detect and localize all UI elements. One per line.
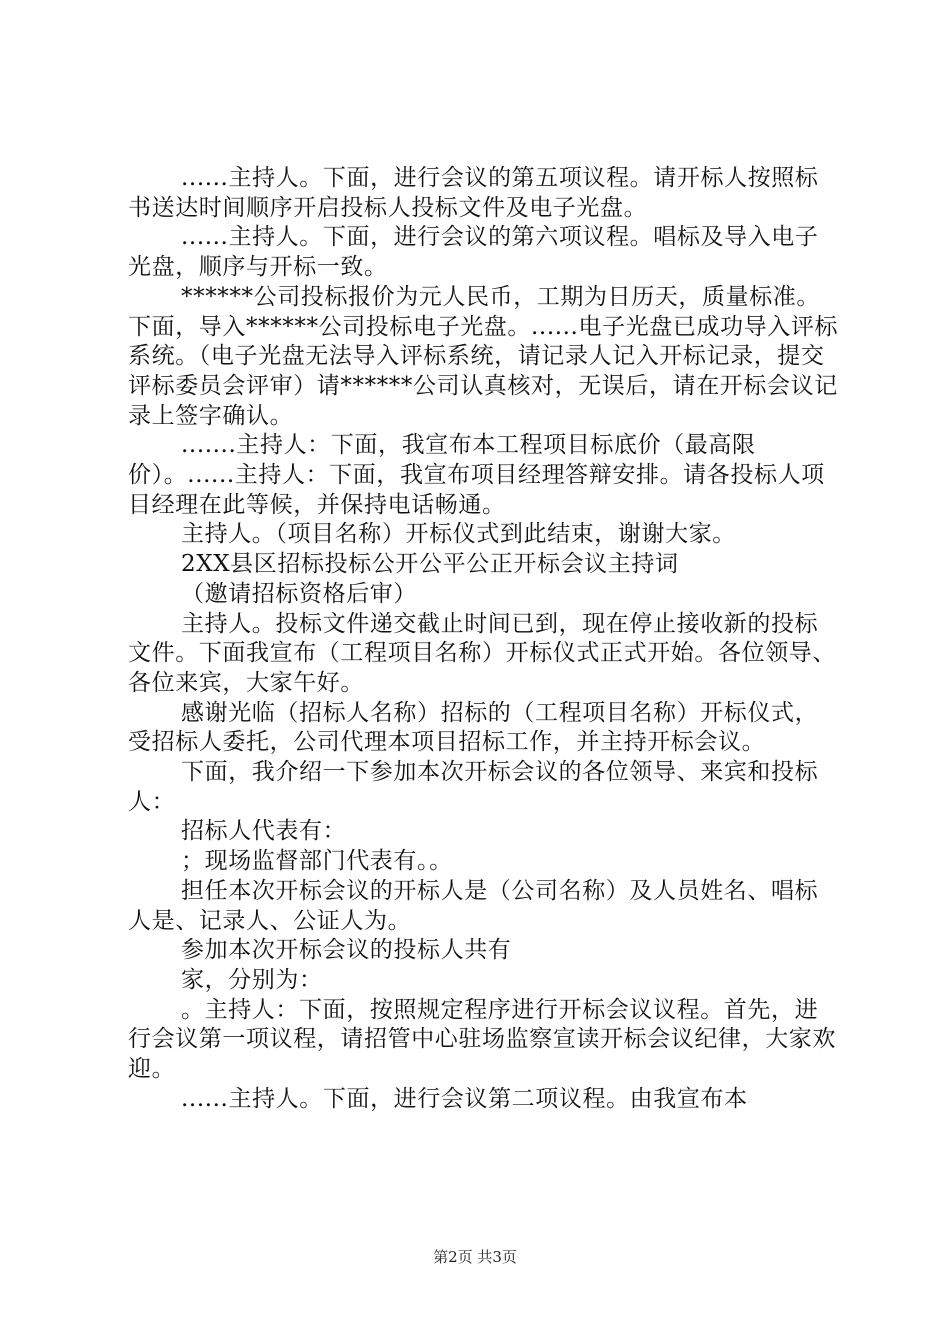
paragraph-agenda-5: ......主持人。下面，进行会议的第五项议程。请开标人按照标书送达时间顺序开启投标人投标文件及电子光盘。 [128,165,819,221]
paragraph-bidder-count: 参加本次开标会议的投标人共有 [181,937,512,964]
paragraph-closing: 主持人。（项目名称）开标仪式到此结束，谢谢大家。 [181,521,736,548]
section-title: 2XX县区招标投标公开公平公正开标会议主持词 [181,551,679,578]
paragraph-thanks: 感谢光临（招标人名称）招标的（工程项目名称）开标仪式，受招标人委托，公司代理本项目招标工作，并主持开标会议。 [128,699,819,756]
document-body [128,164,840,1115]
paragraph-tenderer-reps: 招标人代表有： [181,818,347,845]
paragraph-agenda-1: 。主持人：下面，按照规定程序进行开标会议议程。首先，进行会议第一项议程，请招管中心驻场监察宣读开标会议纪律，大家欢迎。 [128,996,836,1083]
paragraph-bid-price: ******公司投标报价为元人民币，工期为日历天，质量标准。下面，导入******公司投标电子光盘。......电子光盘已成功导入评标系统。（电子光盘无法导入评标系统，请记录人记入开标记录，提交评标委员会评审）请******公司认真核对，无误后，请在开标会议记录上签字确认。 [128,283,839,429]
paragraph-introduction: 下面，我介绍一下参加本次开标会议的各位领导、来宾和投标人： [128,759,819,815]
paragraph-deadline: 主持人。投标文件递交截止时间已到，现在停止接收新的投标文件。下面我宣布（工程项目名称）开标仪式正式开始。各位领导、各位来宾，大家午好。 [128,610,836,696]
paragraph-officials: 担任本次开标会议的开标人是（公司名称）及人员姓名、唱标人是、记录人、公证人为。 [128,877,819,934]
page-footer: 第2页 共3页 [433,1248,517,1266]
paragraph-agenda-2: ......主持人。下面，进行会议第二项议程。由我宣布本 [181,1085,748,1112]
section-subtitle: （邀请招标资格后审） [181,580,417,607]
paragraph-bidder-list: 家，分别为： [181,966,323,993]
paragraph-supervisors: ；现场监督部门代表有。。 [181,848,453,875]
paragraph-base-price: .......主持人：下面，我宣布本工程项目标底价（最高限价）。......主持人：下面，我宣布项目经理答辩安排。请各投标人项目经理在此等候，并保持电话畅通。 [128,432,825,518]
paragraph-agenda-6: ......主持人。下面，进行会议的第六项议程。唱标及导入电子光盘，顺序与开标一致。 [128,224,819,281]
